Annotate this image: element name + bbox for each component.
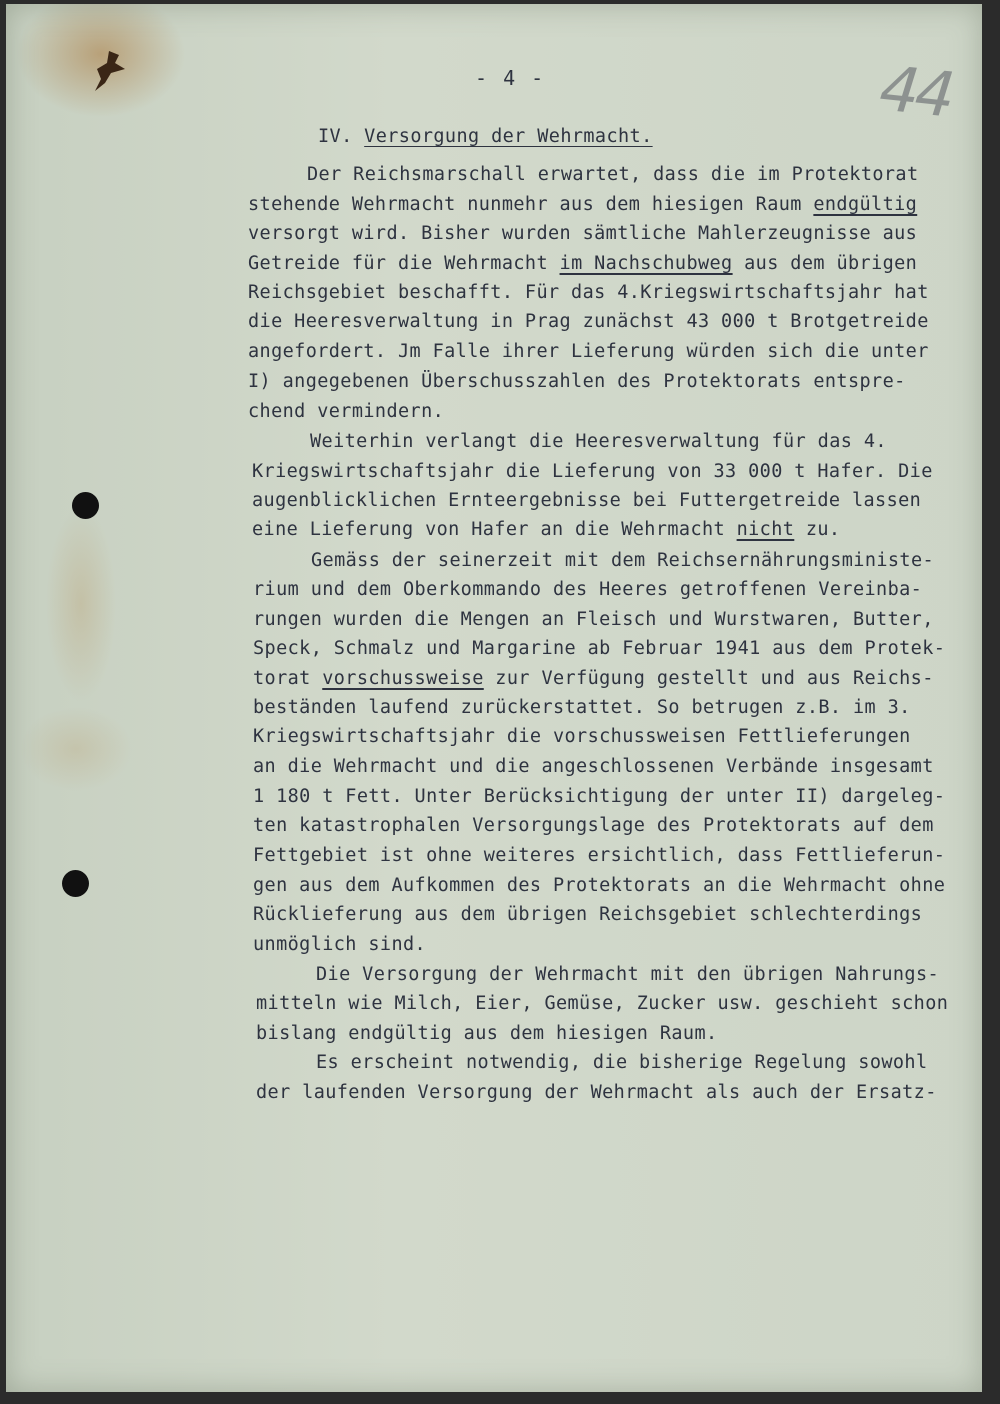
line-text: versorgt wird. Bisher wurden sämtliche Mahlerzeugnisse aus bbox=[248, 223, 918, 244]
text-line bbox=[253, 786, 945, 807]
text-line bbox=[248, 401, 444, 422]
line-text: Kriegswirtschaftsjahr die vorschussweisen Fettlieferungen bbox=[253, 726, 911, 747]
punch-hole-bottom bbox=[62, 870, 89, 897]
line-text: Getreide für die Wehrmacht bbox=[248, 253, 560, 274]
text-line bbox=[253, 697, 911, 718]
text-line bbox=[253, 609, 934, 630]
line-text: unmöglich sind. bbox=[253, 934, 427, 955]
line-text: Rücklieferung aus dem übrigen Reichsgebiet schlechterdings bbox=[253, 904, 923, 925]
text-line bbox=[252, 519, 840, 540]
line-text: mitteln wie Milch, Eier, Gemüse, Zucker usw. geschieht schon bbox=[256, 993, 949, 1014]
line-text: I) angegebenen Überschusszahlen des Protektorats entspre- bbox=[248, 371, 906, 392]
section-number: IV. bbox=[318, 126, 353, 147]
line-text: rungen wurden die Mengen an Fleisch und Wurstwaren, Butter, bbox=[253, 609, 934, 630]
underlined-text: nicht bbox=[736, 519, 795, 540]
underlined-text: endgültig bbox=[813, 194, 918, 215]
line-text: zur Verfügung gestellt und aus Reichs- bbox=[483, 668, 934, 689]
text-line bbox=[248, 311, 929, 332]
text-line bbox=[248, 282, 929, 303]
underlined-text: im Nachschubweg bbox=[559, 253, 733, 274]
line-text: bislang endgültig aus dem hiesigen Raum. bbox=[256, 1023, 718, 1044]
text-line bbox=[253, 579, 922, 600]
text-line bbox=[248, 341, 929, 362]
page-number: - 4 - bbox=[475, 66, 546, 90]
text-line bbox=[316, 1052, 928, 1073]
line-text: angefordert. Jm Falle ihrer Lieferung würden sich die unter bbox=[248, 341, 929, 362]
text-line bbox=[253, 875, 945, 896]
text-line bbox=[310, 431, 887, 452]
section-title: Versorgung der Wehrmacht. bbox=[364, 126, 653, 147]
text-line bbox=[253, 638, 945, 659]
line-text: rium und dem Oberkommando des Heeres getroffenen Vereinba- bbox=[253, 579, 923, 600]
text-line bbox=[307, 164, 919, 185]
text-line bbox=[253, 756, 934, 777]
line-text: der laufenden Versorgung der Wehrmacht als auch der Ersatz- bbox=[256, 1082, 937, 1103]
text-line bbox=[248, 194, 917, 215]
text-line bbox=[248, 223, 917, 244]
line-text: Die Versorgung der Wehrmacht mit den übrigen Nahrungs- bbox=[316, 964, 940, 985]
section-heading bbox=[318, 126, 653, 147]
text-line bbox=[248, 253, 917, 274]
line-text: Speck, Schmalz und Margarine ab Februar 1941 aus dem Protek- bbox=[253, 638, 946, 659]
punch-hole-top bbox=[72, 492, 99, 519]
line-text: die Heeresverwaltung in Prag zunächst 43 000 t Brotgetreide bbox=[248, 311, 929, 332]
line-text: eine Lieferung von Hafer an die Wehrmacht bbox=[252, 519, 737, 540]
line-text: chend vermindern. bbox=[248, 401, 445, 422]
text-line bbox=[256, 1082, 937, 1103]
line-text: Fettgebiet ist ohne weiteres ersichtlich, dass Fettlieferun- bbox=[253, 845, 946, 866]
line-text: Kriegswirtschaftsjahr die Lieferung von 33 000 t Hafer. Die bbox=[252, 461, 933, 482]
burn-mark bbox=[91, 49, 131, 94]
line-text: augenblicklichen Ernteergebnisse bei Futtergetreide lassen bbox=[252, 490, 922, 511]
text-line bbox=[256, 993, 948, 1014]
text-line bbox=[256, 1023, 718, 1044]
text-line bbox=[248, 371, 906, 392]
line-text: Weiterhin verlangt die Heeresverwaltung für das 4. bbox=[310, 431, 887, 452]
line-text: ten katastrophalen Versorgungslage des Protektorats auf dem bbox=[253, 815, 934, 836]
text-line bbox=[253, 845, 945, 866]
line-text: Reichsgebiet beschafft. Für das 4.Kriegswirtschaftsjahr hat bbox=[248, 282, 929, 303]
underlined-text: vorschussweise bbox=[322, 668, 484, 689]
line-text: Der Reichsmarschall erwartet, dass die im Protektorat bbox=[307, 164, 919, 185]
line-text: beständen laufend zurückerstattet. So betrugen z.B. im 3. bbox=[253, 697, 911, 718]
text-line bbox=[311, 550, 934, 571]
line-text: 1 180 t Fett. Unter Berücksichtigung der unter II) dargeleg- bbox=[253, 786, 946, 807]
text-line bbox=[316, 964, 939, 985]
line-text: torat bbox=[253, 668, 323, 689]
text-line bbox=[253, 904, 922, 925]
line-text: stehende Wehrmacht nunmehr aus dem hiesigen Raum bbox=[248, 194, 814, 215]
handwritten-folio-number: 44 bbox=[876, 51, 955, 132]
line-text: Gemäss der seinerzeit mit dem Reichsernährungsministe- bbox=[311, 550, 935, 571]
line-text: an die Wehrmacht und die angeschlossenen Verbände insgesamt bbox=[253, 756, 934, 777]
text-line bbox=[253, 815, 934, 836]
text-line bbox=[252, 490, 921, 511]
text-line bbox=[253, 726, 911, 747]
line-text: zu. bbox=[794, 519, 841, 540]
line-text: Es erscheint notwendig, die bisherige Regelung sowohl bbox=[316, 1052, 928, 1073]
text-line bbox=[253, 934, 426, 955]
line-text: aus dem übrigen bbox=[732, 253, 918, 274]
text-line bbox=[252, 461, 933, 482]
line-text: gen aus dem Aufkommen des Protektorats an die Wehrmacht ohne bbox=[253, 875, 946, 896]
text-line bbox=[253, 668, 934, 689]
